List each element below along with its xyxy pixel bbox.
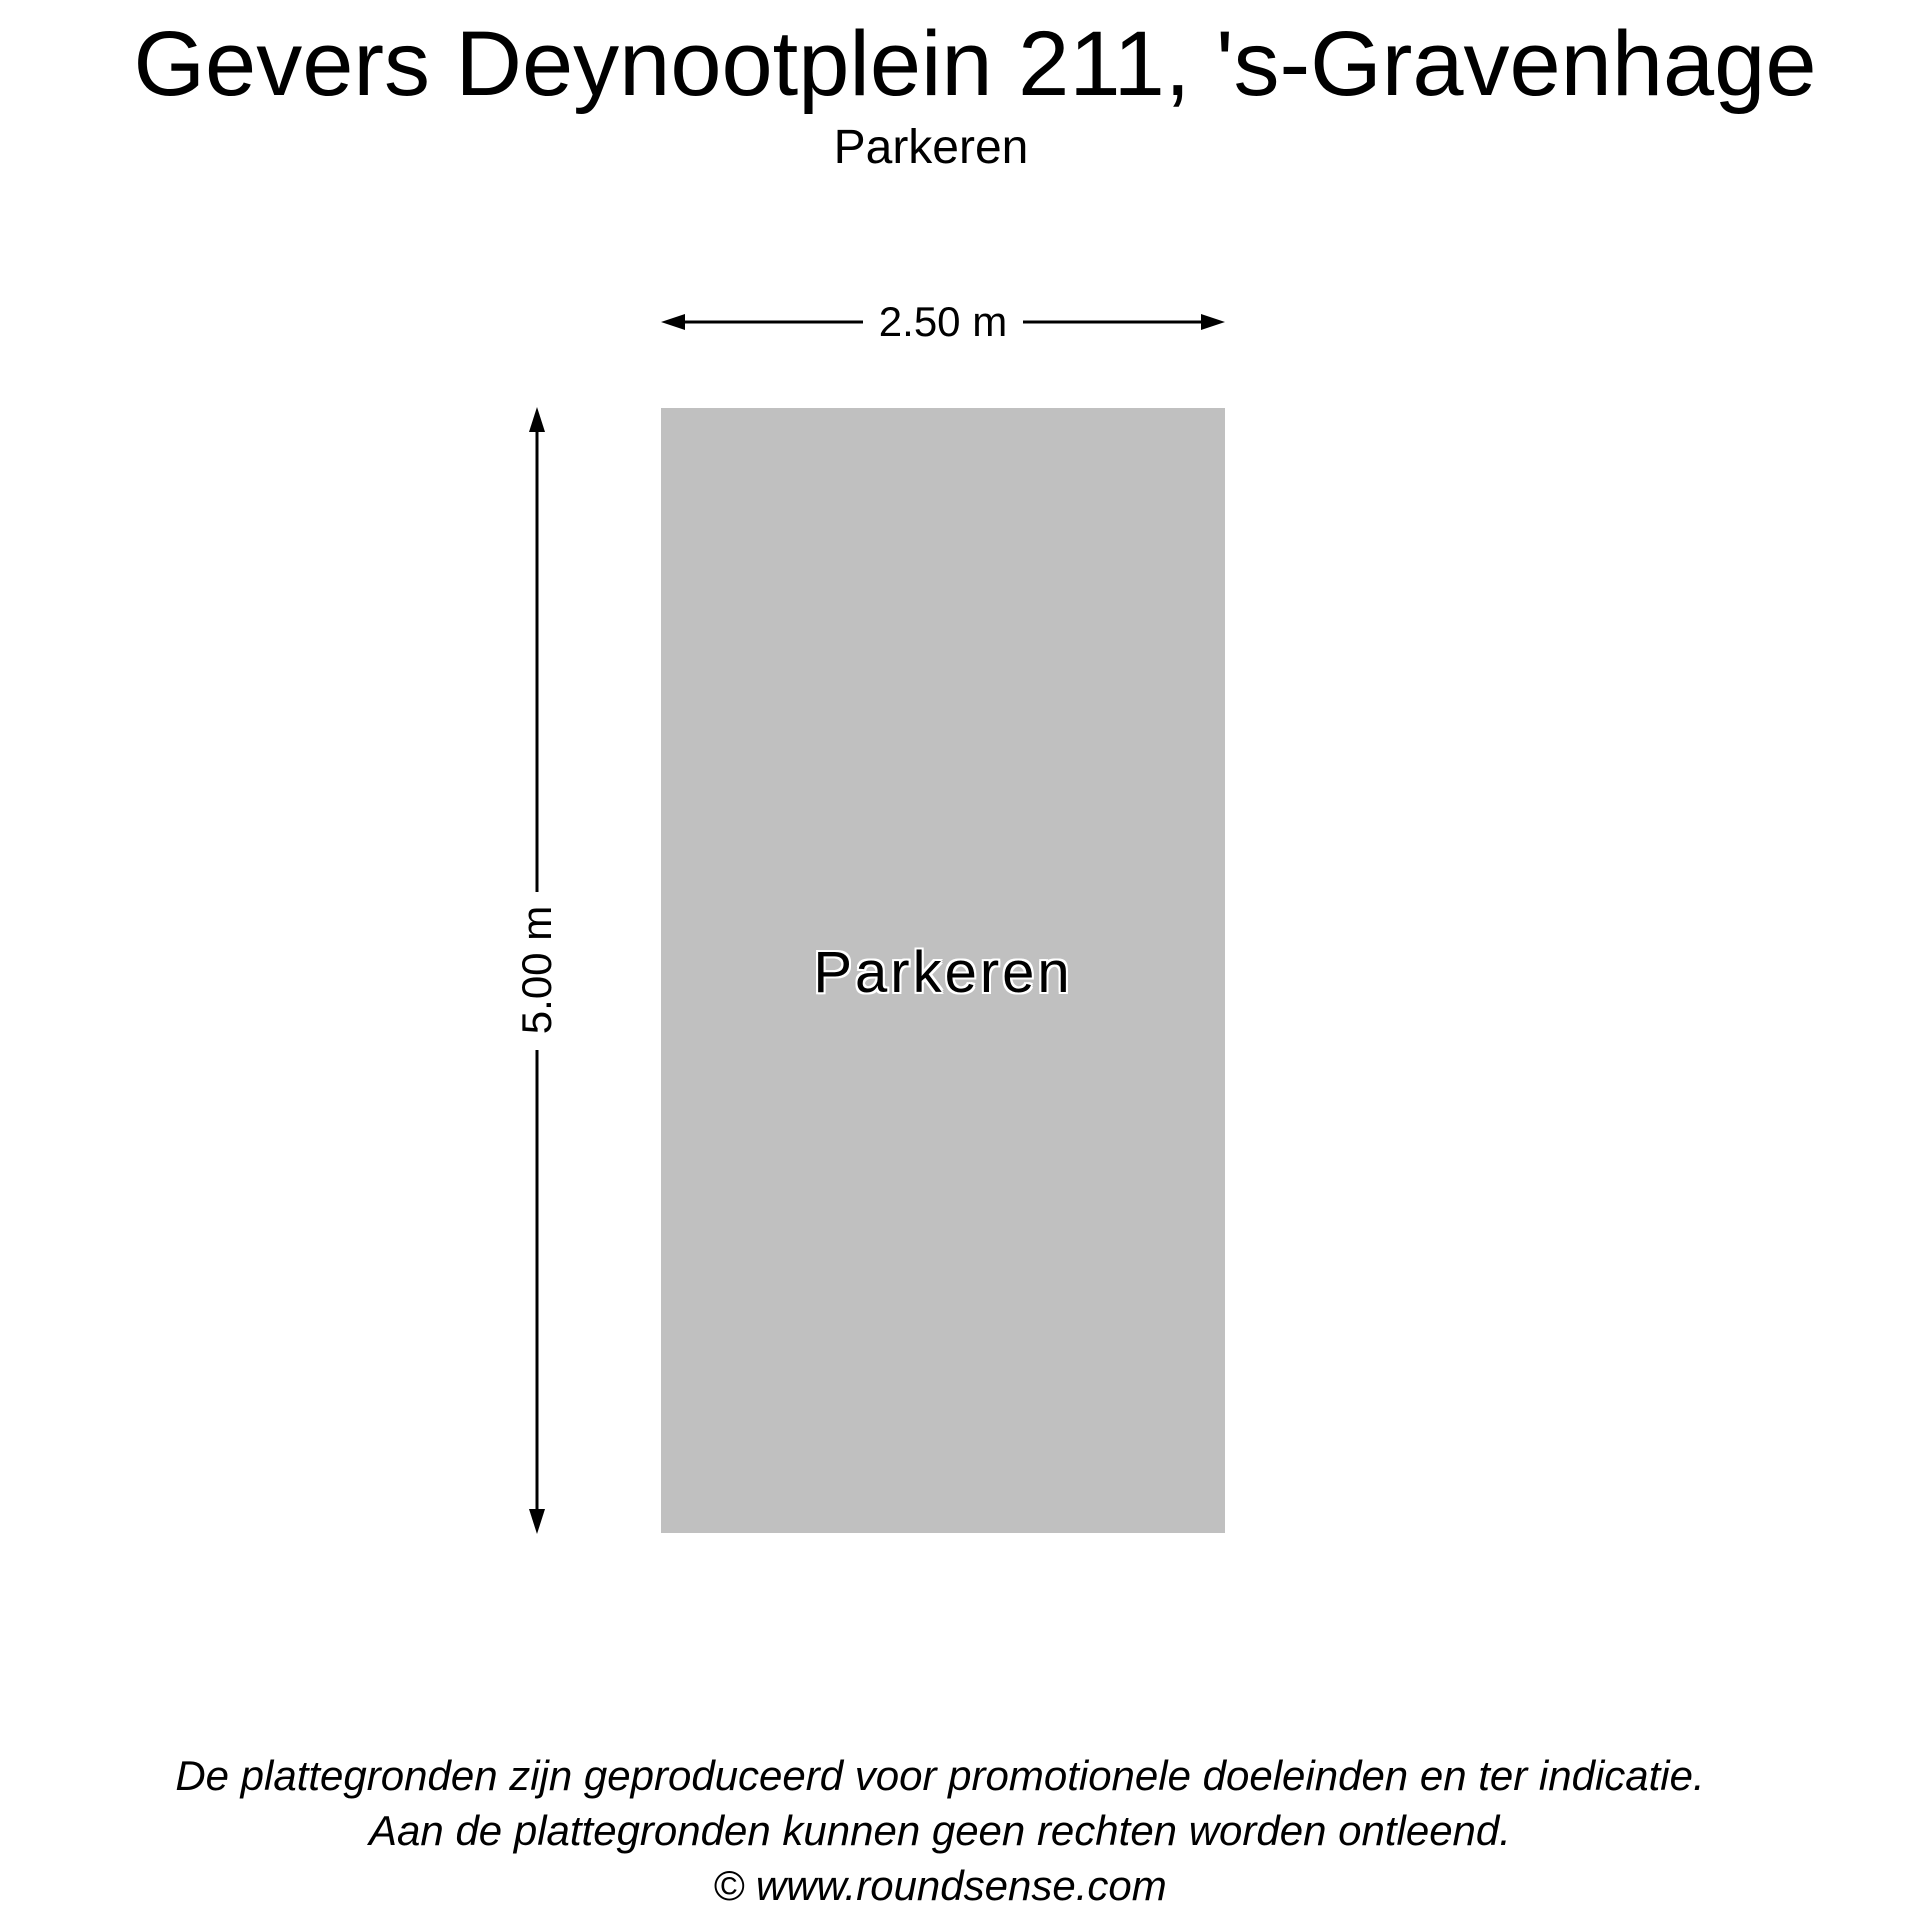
width-dimension-label: 2.50 m [878, 298, 1008, 345]
disclaimer [0, 1748, 1880, 1913]
disclaimer-line-1: De plattegronden zijn geproduceerd voor promotionele doeleinden en ter indicatie. [175, 1752, 1705, 1799]
copyright-line: © www.roundsense.com [713, 1862, 1167, 1909]
depth-dimension-label: 5.00 m [513, 905, 560, 1035]
width-dimension [661, 298, 1225, 345]
disclaimer-line-2: Aan de plattegronden kunnen geen rechten worden ontleend. [369, 1807, 1511, 1854]
floor-subtitle: Parkeren [833, 121, 1029, 174]
room-parkeren [661, 408, 1225, 1533]
page-title: Gevers Deynootplein 211, 's-Gravenhage [133, 13, 1817, 115]
room-label: Parkeren [813, 940, 1073, 1005]
depth-dimension [513, 407, 560, 1534]
